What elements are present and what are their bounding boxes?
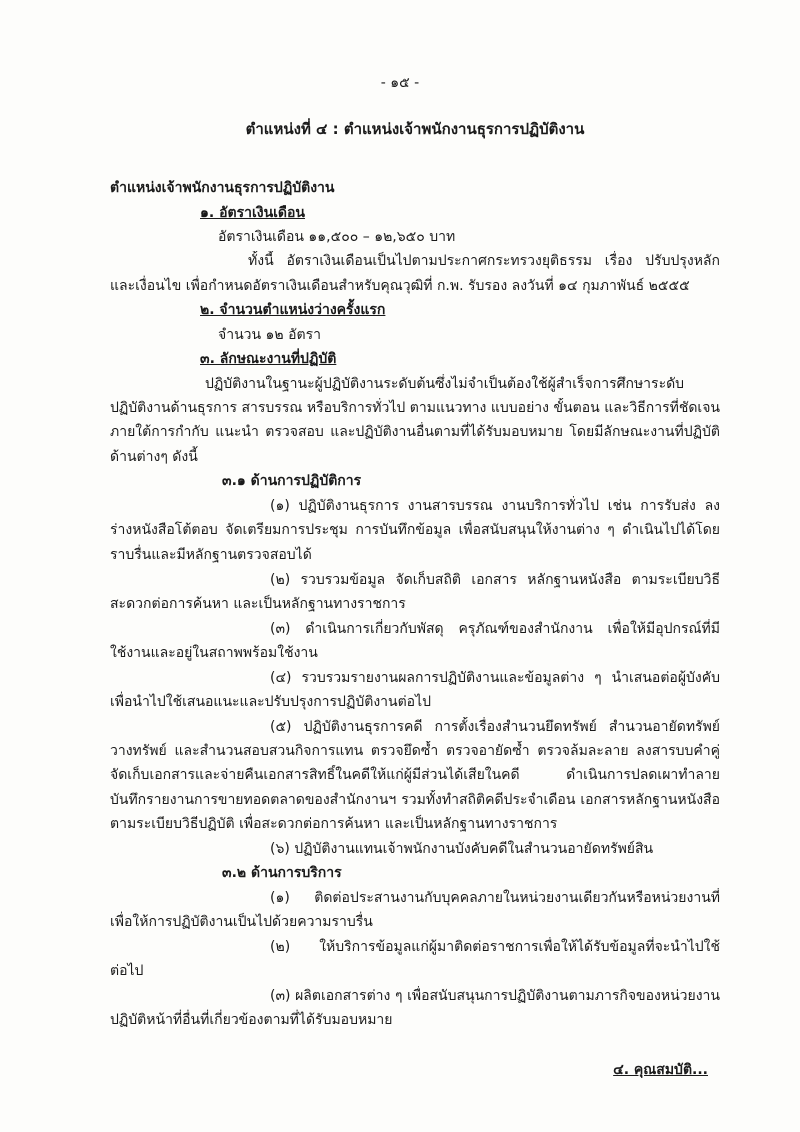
- salary-note-line: ทั้งนี้ อัตราเงินเดือนเป็นไปตามประกาศกระทรวงยุติธรรม เรื่อง ปรับปรุงหลัก: [248, 253, 720, 269]
- operations-item-line: (๑) ปฏิบัติงานธุรการ งานสารบรรณ งานบริการทั่วไป เช่น การรับส่ง ลง: [270, 498, 720, 514]
- operations-item-line: (๖) ปฏิบัติงานแทนเจ้าพนักงานบังคับคดีในสำนวนอายัดทรัพย์สิน: [270, 841, 654, 857]
- operations-item-line: ร่างหนังสือโต้ตอบ จัดเตรียมการประชุม การบันทึกข้อมูล เพื่อสนับสนุนให้งานต่าง ๆ ดำเนินไปได้โดย: [110, 522, 720, 538]
- operations-item-line: (๓) ดำเนินการเกี่ยวกับพัสดุ ครุภัณฑ์ของสำนักงาน เพื่อให้มีอุปกรณ์ที่มี: [270, 621, 720, 637]
- services-item-line: ต่อไป: [110, 963, 144, 979]
- continuation-marker: ๔. คุณสมบัติ...: [613, 1062, 708, 1078]
- operations-item-line: วางทรัพย์ และสำนวนสอบสวนกิจการแทน ตรวจยึดซ้ำ ตรวจอายัดซ้ำ ตรวจล้มละลาย ลงสารบบคำคู่: [110, 743, 720, 759]
- duties-intro-line: ปฏิบัติงานด้านธุรการ สารบรรณ หรือบริการทั่วไป ตามแนวทาง แบบอย่าง ขั้นตอน และวิธีการที่ชัดเจน: [110, 400, 720, 416]
- operations-item-line: จัดเก็บเอกสารและจ่ายคืนเอกสารสิทธิ์ในคดีให้แก่ผู้มีส่วนได้เสียในคดี ดำเนินการปลดเผาทำลาย: [110, 767, 720, 783]
- vacancies-count: จำนวน ๑๒ อัตรา: [218, 327, 321, 343]
- operations-heading: ๓.๑ ด้านการปฏิบัติการ: [222, 473, 362, 489]
- duties-intro-line: ด้านต่างๆ ดังนี้: [110, 449, 198, 465]
- operations-item-line: บันทึกรายงานการขายทอดตลาดของสำนักงานฯ รวมทั้งทำสถิติคดีประจำเดือน เอกสารหลักฐานหนังสือ: [110, 792, 720, 808]
- duties-heading: ๓. ลักษณะงานที่ปฏิบัติ: [200, 351, 337, 367]
- duties-intro-line: ปฏิบัติงานในฐานะผู้ปฏิบัติงานระดับต้นซึ่งไม่จำเป็นต้องใช้ผู้สำเร็จการศึกษาระดับ: [205, 376, 685, 392]
- page-title: ตำแหน่งที่ ๔ : ตำแหน่งเจ้าพนักงานธุรการปฏิบัติงาน: [245, 120, 585, 138]
- salary-rate: อัตราเงินเดือน ๑๑,๕๐๐ – ๑๒,๖๕๐ บาท: [218, 229, 456, 245]
- services-item-line: (๑) ติดต่อประสานงานกับบุคคลภายในหน่วยงานเดียวกันหรือหน่วยงานที่: [270, 890, 720, 906]
- page-number: - ๑๕ -: [380, 75, 420, 91]
- operations-item-line: ราบรื่นและมีหลักฐานตรวจสอบได้: [110, 547, 312, 563]
- operations-item-line: (๒) รวบรวมข้อมูล จัดเก็บสถิติ เอกสาร หลักฐานหนังสือ ตามระเบียบวิธี: [270, 572, 720, 588]
- position-name: ตำแหน่งเจ้าพนักงานธุรการปฏิบัติงาน: [110, 180, 335, 196]
- operations-item-line: เพื่อนำไปใช้เสนอแนะและปรับปรุงการปฏิบัติงานต่อไป: [110, 694, 432, 710]
- operations-item-line: ตามระเบียบวิธีปฏิบัติ เพื่อสะดวกต่อการค้นหา และเป็นหลักฐานทางราชการ: [110, 816, 558, 832]
- services-heading: ๓.๒ ด้านการบริการ: [222, 865, 342, 881]
- operations-item-line: (๔) รวบรวมรายงานผลการปฏิบัติงานและข้อมูลต่าง ๆ นำเสนอต่อผู้บังคับ: [270, 670, 720, 686]
- operations-item-line: ใช้งานและอยู่ในสถาพพร้อมใช้งาน: [110, 645, 318, 661]
- salary-note-line: และเงื่อนไข เพื่อกำหนดอัตราเงินเดือนสำหรับคุณวุฒิที่ ก.พ. รับรอง ลงวันที่ ๑๔ กุมภาพันธ์ ๒๕๕๕: [110, 278, 690, 294]
- services-item-line: ปฏิบัติหน้าที่อื่นที่เกี่ยวข้องตามที่ได้รับมอบหมาย: [110, 1012, 393, 1028]
- vacancies-heading: ๒. จำนวนตำแหน่งว่างครั้งแรก: [200, 302, 386, 318]
- operations-item-line: (๕) ปฏิบัติงานธุรการคดี การตั้งเรื่องสำนวนยึดทรัพย์ สำนวนอายัดทรัพย์: [270, 719, 720, 735]
- services-item-line: (๓) ผลิตเอกสารต่าง ๆ เพื่อสนับสนุนการปฏิบัติงานตามภารกิจของหน่วยงาน: [270, 988, 720, 1004]
- services-item-line: เพื่อให้การปฏิบัติงานเป็นไปด้วยความราบรื่น: [110, 914, 373, 930]
- services-item-line: (๒) ให้บริการข้อมูลแก่ผู้มาติดต่อราชการเพื่อให้ได้รับข้อมูลที่จะนำไปใช้: [270, 939, 720, 955]
- salary-heading: ๑. อัตราเงินเดือน: [200, 205, 306, 221]
- operations-item-line: สะดวกต่อการค้นหา และเป็นหลักฐานทางราชการ: [110, 596, 406, 612]
- duties-intro-line: ภายใต้การกำกับ แนะนำ ตรวจสอบ และปฏิบัติงานอื่นตามที่ได้รับมอบหมาย โดยมีลักษณะงานที่ปฏิบัติ: [110, 424, 720, 440]
